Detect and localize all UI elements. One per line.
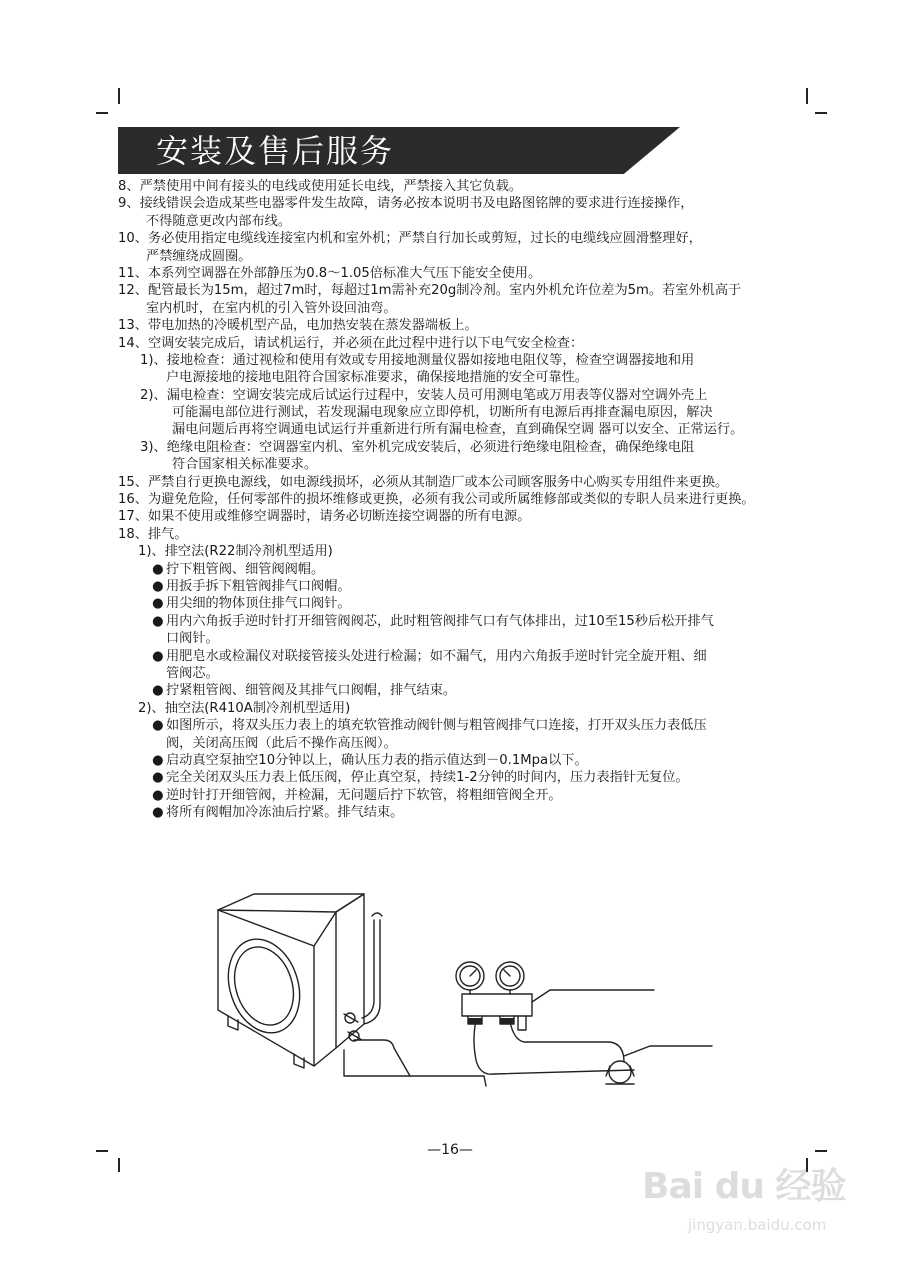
item-line: 14、空调安装完成后，请试机运行，并必须在此过程中进行以下电气安全检查： (118, 335, 584, 351)
method2-bullet: ● 如图所示，将双头压力表上的填充软管推动阀针侧与粗管阀排气口连接，打开双头压力表低压 (152, 718, 707, 734)
item-line: 15、严禁自行更换电源线，如电源线损坏，必须从其制造厂或本公司顾客服务中心购买专用组件来更换。 (118, 474, 729, 490)
item-line: 不得随意更改内部布线。 (146, 213, 292, 229)
item-line: 9、接线错误会造成某些电器零件发生故障，请务必按本说明书及电路图铭牌的要求进行连接操作， (118, 196, 694, 212)
bullet-icon: ● (152, 596, 164, 612)
page-number: —16— (427, 1142, 473, 1158)
crop-mark (806, 88, 808, 104)
watermark (642, 1150, 862, 1250)
method2-bullet: ● 启动真空泵抽空10分钟以上，确认压力表的指示值达到－0.1Mpa以下。 (152, 752, 588, 768)
bullet-icon: ● (152, 718, 164, 734)
method2-bullet: ● 逆时针打开细管阀，并检漏，无问题后拧下软管，将粗细管阀全开。 (152, 787, 562, 803)
content (118, 178, 818, 821)
crop-mark (815, 112, 827, 114)
item-line: 13、带电加热的冷暖机型产品，电加热安装在蒸发器端板上。 (118, 318, 478, 334)
evacuation-diagram (214, 890, 714, 1100)
crop-mark (118, 1158, 120, 1172)
method2-bullet: ● 将所有阀帽加冷冻油后拧紧。排气结束。 (152, 805, 404, 821)
bullet-icon: ● (152, 805, 164, 821)
item-line: 室内机时，在室内机的引入管外设回油弯。 (146, 300, 397, 316)
method1-bullet-cont: 管阀芯。 (166, 665, 219, 681)
bullet-icon: ● (152, 613, 164, 629)
item-line: 12、配管最长为15m，超过7m时，每超过1m需补充20g制冷剂。室内外机允许位差为5m。若室外机高于 (118, 283, 742, 299)
bullet-icon: ● (152, 578, 164, 594)
check-line: 1)、接地检查：通过视检和使用有效或专用接地测量仪器如接地电阻仪等，检查空调器接地和用 (140, 352, 695, 368)
bullet-icon: ● (152, 683, 164, 699)
item-line: 10、务必使用指定电缆线连接室内机和室外机；严禁自行加长或剪短，过长的电缆线应圆滑整理好， (118, 231, 702, 247)
bullet-icon: ● (152, 752, 164, 768)
bullet-icon: ● (152, 787, 164, 803)
bullet-icon: ● (152, 648, 164, 664)
outdoor-unit-illustration (217, 894, 364, 1068)
method1-bullet: ● 拧紧粗管阀、细管阀及其排气口阀帽，排气结束。 (152, 683, 457, 699)
check-line: 可能漏电部位进行测试，若发现漏电现象应立即停机，切断所有电源后再排查漏电原因，解决 (172, 405, 713, 421)
method1-bullet: ● 用扳手拆下粗管阀排气口阀帽。 (152, 578, 351, 594)
baidu-jingyan-logo: Bai du 经验 (642, 1166, 846, 1207)
method1-bullet: ● 拧下粗管阀、细管阀阀帽。 (152, 561, 325, 577)
method1-bullet: ● 用内六角扳手逆时针打开细管阀阀芯，此时粗管阀排气口有气体排出，过10至15秒后松开排气 (152, 613, 714, 629)
item-line: 8、严禁使用中间有接头的电线或使用延长电线，严禁接入其它负载。 (118, 179, 523, 194)
method1-bullet-cont: 口阀针。 (166, 631, 219, 647)
check-line: 符合国家相关标准要求。 (172, 457, 318, 473)
method2-heading: 2)、抽空法(R410A制冷剂机型适用) (138, 700, 351, 716)
item-line: 18、排气。 (118, 526, 188, 542)
item-line: 严禁缠绕成圆圈。 (146, 248, 252, 264)
check-line: 户电源接地的接地电阻符合国家标准要求，确保接地措施的安全可靠性。 (166, 370, 588, 386)
crop-mark (118, 88, 120, 104)
bullet-icon: ● (152, 770, 164, 786)
check-line: 3)、绝缘电阻检查：空调器室内机、室外机完成安装后，必须进行绝缘电阻检查，确保绝缘电阻 (140, 439, 695, 455)
method1-heading: 1)、排空法(R22制冷剂机型适用) (138, 544, 333, 560)
method2-bullet: ● 完全关闭双头压力表上低压阀，停止真空泵，持续1-2分钟的时间内，压力表指针无复位。 (152, 770, 689, 786)
page-title: 安装及售后服务 (156, 132, 395, 170)
item-line: 11、本系列空调器在外部静压为0.8～1.05倍标准大气压下能安全使用。 (118, 265, 542, 281)
method1-bullet: ● 用尖细的物体顶住排气口阀针。 (152, 596, 351, 612)
vacuum-pump-illustration (606, 1061, 634, 1084)
check-line: 漏电问题后再将空调通电试运行并重新进行所有漏电检查，直到确保空调 器可以安全、正常运行。 (172, 422, 744, 438)
item-line: 16、为避免危险，任何零部件的损坏维修或更换，必须有我公司或所属维修部或类似的专职人员来进行更换。 (118, 492, 755, 508)
item-line: 17、如果不使用或维修空调器时，请务必切断连接空调器的所有电源。 (118, 509, 531, 525)
method1-bullet: ● 用肥皂水或检漏仪对联接管接头处进行检漏；如不漏气，用内六角扳手逆时针完全旋开粗、细 (152, 648, 707, 664)
watermark-url: jingyan.baidu.com (688, 1216, 827, 1234)
check-line: 2)、漏电检查：空调安装完成后试运行过程中，安装人员可用测电笔或万用表等仪器对空调外壳上 (140, 387, 708, 403)
method2-bullet-cont: 阀，关闭高压阀（此后不操作高压阀）。 (166, 735, 397, 751)
crop-mark (96, 112, 108, 114)
bullet-icon: ● (152, 561, 164, 577)
